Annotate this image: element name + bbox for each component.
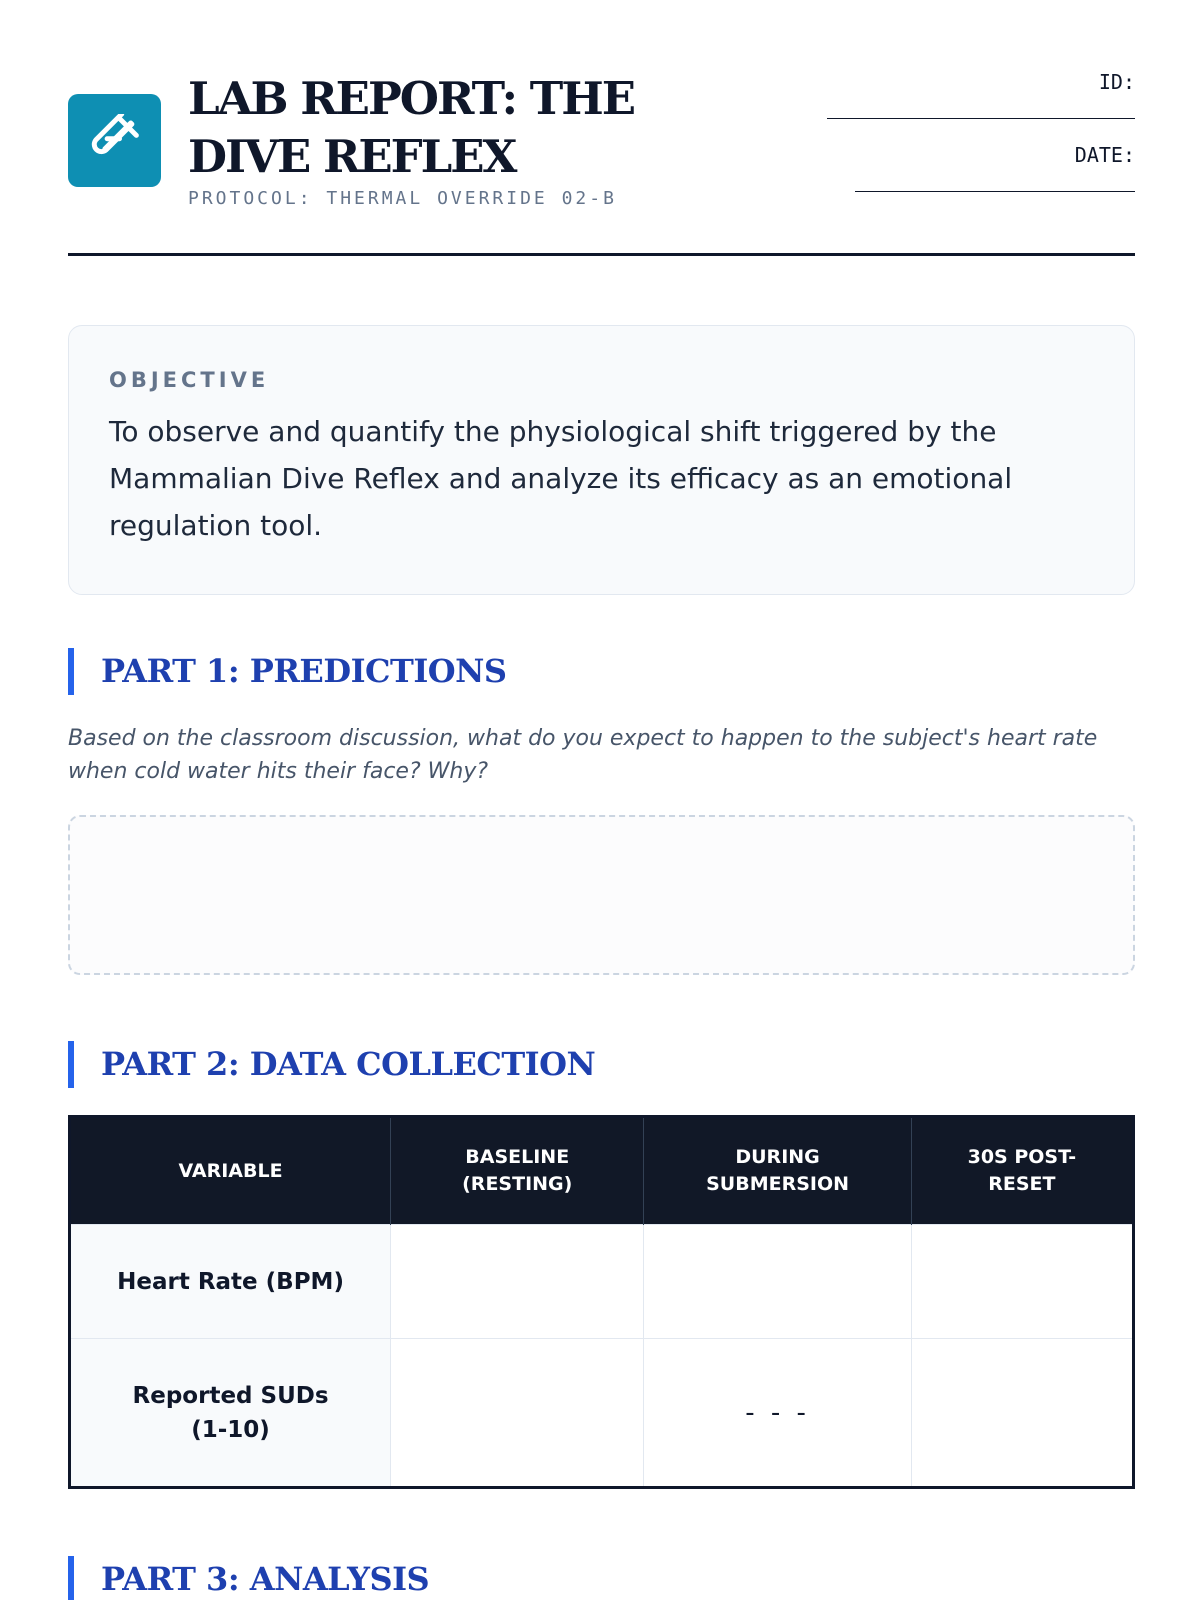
id-underline[interactable] [827, 118, 1135, 119]
variable-suds: Reported SUDs (1-10) [70, 1339, 391, 1488]
lab-report-page [68, 0, 1135, 1598]
input-cell[interactable] [911, 1225, 1133, 1339]
input-cell[interactable] [644, 1225, 911, 1339]
test-tube-icon [68, 94, 161, 187]
protocol-label: PROTOCOL: THERMAL OVERRIDE 02-B [188, 188, 617, 209]
objective-box [68, 325, 1135, 595]
date-label: DATE: [1074, 143, 1135, 167]
date-field[interactable] [855, 143, 1135, 192]
header-baseline: BASELINE (RESTING) [391, 1117, 644, 1225]
report-title: LAB REPORT: THE DIVE REFLEX [188, 72, 635, 183]
part2-heading: PART 2: DATA COLLECTION [68, 1041, 968, 1088]
header-during: DURING SUBMERSION [644, 1117, 911, 1225]
table-row [70, 1339, 1134, 1488]
id-field[interactable] [827, 70, 1135, 119]
table-header-row [70, 1117, 1134, 1225]
objective-text: To observe and quantify the physiological shift triggered by the Mammalian Dive Reflex and analyze its efficacy as an emotional regulation tool. [109, 415, 1013, 542]
header-post-reset: 30S POST-RESET [911, 1117, 1133, 1225]
date-underline[interactable] [855, 191, 1135, 192]
part1-heading: PART 1: PREDICTIONS [68, 648, 968, 695]
report-header [68, 0, 1135, 256]
id-label: ID: [1098, 70, 1135, 94]
data-collection-table [68, 1115, 1135, 1489]
variable-heart-rate: Heart Rate (BPM) [70, 1225, 391, 1339]
header-variable: VARIABLE [70, 1117, 391, 1225]
objective-label: OBJECTIVE [109, 368, 270, 392]
part3-heading: PART 3: ANALYSIS [68, 1556, 968, 1600]
part1-prompt: Based on the classroom discussion, what do you expect to happen to the subject's heart rate when cold water hits their face? Why? [68, 726, 1098, 784]
input-cell[interactable] [911, 1339, 1133, 1488]
not-applicable-cell: - - - [644, 1339, 911, 1488]
table-row [70, 1225, 1134, 1339]
prediction-answer-box[interactable] [68, 815, 1135, 975]
input-cell[interactable] [391, 1339, 644, 1488]
input-cell[interactable] [391, 1225, 644, 1339]
